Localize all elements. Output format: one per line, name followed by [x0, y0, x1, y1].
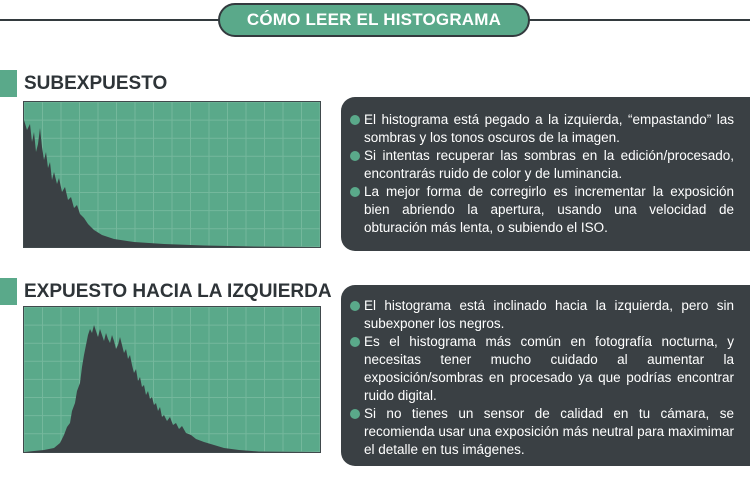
- bullet-dot-icon: [350, 337, 360, 347]
- section-title-left-weighted: EXPUESTO HACIA LA IZQUIERDA: [24, 281, 332, 302]
- histogram-left-weighted: [23, 306, 321, 453]
- bullet-dot-icon: [350, 115, 360, 125]
- section-title-underexposed: SUBEXPUESTO: [24, 73, 168, 94]
- bullet-dot-icon: [350, 151, 360, 161]
- histogram-underexposed: [23, 101, 321, 248]
- bullet-item: Si no tienes un sensor de calidad en tu cámara, se recomienda usar una exposición más neutral para maximimar el detalle en tus imágenes.: [349, 405, 734, 459]
- section-marker: [0, 278, 17, 305]
- bullet-item: La mejor forma de corregirlo es incrementar la exposición bien abriendo la apertura, usando una velocidad de obturación más lenta, o subiendo el ISO.: [349, 183, 734, 237]
- info-panel-left-weighted: [341, 285, 750, 466]
- bullet-item: Es el histograma más común en fotografía nocturna, y necesitas tener mucho cuidado al aumentar la exposición/sombras en procesado ya que podrías encontrar ruido digital.: [349, 333, 734, 405]
- bullet-item: El histograma está inclinado hacia la izquierda, pero sin subexponer los negros.: [349, 297, 734, 333]
- section-marker: [0, 70, 17, 97]
- bullet-item: El histograma está pegado a la izquierda, “empastando” las sombras y los tonos oscuros de la imagen.: [349, 111, 734, 147]
- page-title: CÓMO LEER EL HISTOGRAMA: [218, 3, 530, 37]
- bullet-dot-icon: [350, 301, 360, 311]
- bullet-dot-icon: [350, 409, 360, 419]
- info-panel-underexposed: [341, 97, 750, 251]
- bullet-item: Si intentas recuperar las sombras en la edición/procesado, encontrarás ruido de color y de luminancia.: [349, 147, 734, 183]
- bullet-dot-icon: [350, 187, 360, 197]
